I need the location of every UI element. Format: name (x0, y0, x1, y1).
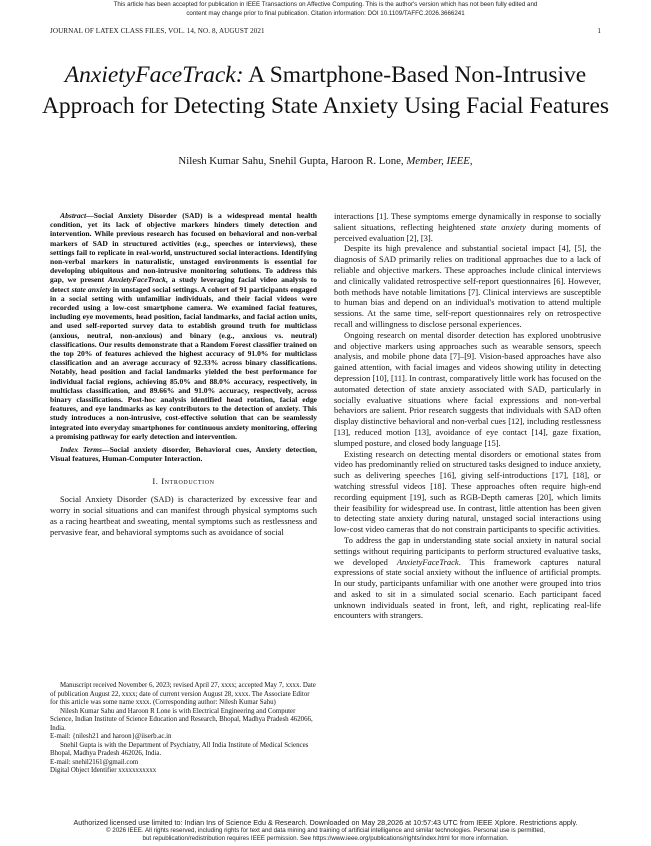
running-head (50, 27, 601, 35)
author-membership: Member, IEEE, (406, 155, 473, 167)
index-terms (50, 445, 317, 463)
author-names: Nilesh Kumar Sahu, Snehil Gupta, Haroon R. Lone, (178, 155, 404, 167)
intro-paragraph-5 (334, 535, 601, 621)
intro-paragraph-3: Ongoing research on mental disorder detection has explored unobtrusive and objective markers using approaches such as wearable sensors, speech analysis, and mobile phone data [7]–[9]. Vision-based approaches have also gained attention, with facial images and videos showing utility in detecting depression [10], [11]. In contrast, comparatively little work has focused on the automated detection of state anxiety associated with SAD, particularly in socially evaluative situations where facial expressions and non-verbal behaviors are salient. Prior research suggests that individuals with SAD often display distinctive behavioral and non-verbal cues [12], including restlessness [13], reduced motion [13], avoidance of eye contact [14], gaze fixation, slumped posture, and closed body language [15]. (334, 329, 601, 448)
footer-line-3: but republication/redistribution requires IEEE permission. See https://www.ieee.org/publications/rights/index.html for more information. (142, 835, 509, 842)
abstract (50, 211, 317, 441)
author-list (30, 155, 621, 167)
abstract-text-2: , a study leveraging facial video analysis to detect (50, 275, 317, 294)
publication-banner (0, 0, 651, 18)
index-terms-text: —Social anxiety disorder, Behavioral cues, Anxiety detection, Visual features, Human-Computer Interaction. (50, 445, 318, 464)
journal-name: JOURNAL OF LATEX CLASS FILES, VOL. 14, NO. 8, AUGUST 2021 (50, 27, 265, 35)
footer-line-2: © 2026 IEEE. All rights reserved, including rights for text and data mining and training of artificial intelligence and similar technologies. Personal use is permitted, (106, 827, 545, 834)
abstract-text-3: in unstaged social settings. A cohort of 91 participants engaged in a social setting with unfamiliar individuals, and their facial videos were recorded using a low-cost smartphone camera. We examined facial features, including eye movements, head position, facial landmarks, and facial action units, and used self-reported survey data to establish ground truth for multiclass (anxious, neutral, non-anxious) and binary (e.g., anxious vs. neutral) classifications. Our results demonstrate that a Random Forest classifier trained on the top 20% of features achieved the highest accuracy of 91.0% for multiclass classification and an average accuracy of 92.33% across binary classifications. Notably, head position and facial landmarks yielded the best performance for individual facial regions, achieving 85.0% and 88.0% accuracy, respectively, in multiclass classification, and 89.66% and 91.0% accuracy, respectively, across binary classifications. Post-hoc analysis identified head rotation, facial edge features, and eye landmarks as key contributors to the detection of anxiety. This study introduces a non-intrusive, cost-effective solution that can be seamlessly integrated into everyday smartphones for continuous anxiety monitoring, offering a promising pathway for early detection and intervention. (50, 284, 317, 441)
footnote-email-2: E-mail: snehil2161@gmail.com (50, 758, 139, 766)
title-italic: AnxietyFaceTrack: (64, 62, 244, 88)
intro-paragraph-4: Existing research on detecting mental disorders or emotional states from video has predominantly relied on structured tasks designed to induce anxiety, such as delivering speeches [16], giving self-introductions [17], [18], or watching stressful videos [18]. These approaches often require high-end recording equipment [19], such as RGB-Depth cameras [20], which limits their feasibility for widespread use. In contrast, little attention has been given to detecting state anxiety during natural, unstaged social interactions using low-cost video cameras that do not constrain participants to specific activities. (334, 448, 601, 535)
banner-line-1: This article has been accepted for publication in IEEE Transactions on Affective Computing. This is the author's version which has not been fully edited and (113, 1, 538, 8)
footnote-email-1: E-mail: {nilesh21 and haroon}@iiserb.ac.in (50, 733, 172, 740)
footnotes (50, 682, 317, 776)
intro-p5-text-2: . This framework captures natural expressions of state social anxiety without the influence of artificial prompts. In our study, participants unfamiliar with one another were grouped into trios and asked to sit in a simulated social scenario. Each participant faced unknown individuals seated in front, left, and right, replicating real-life encounters with strangers. (334, 556, 602, 621)
intro-paragraph-1: Social Anxiety Disorder (SAD) is characterized by excessive fear and worry in social situations and can manifest through physical symptoms such as a racing heartbeat and sweating, mental symptoms such as restlessness and pervasive fear, and behavioral symptoms such as avoidance of social (50, 494, 317, 537)
intro-p5-italic: AnxietyFaceTrack (396, 556, 459, 567)
right-column (334, 211, 601, 621)
left-column (50, 211, 317, 537)
intro-cont-text-2: during moments of perceived evaluation [2], [3]. (334, 221, 601, 243)
section-heading-introduction: I. Introduction (152, 476, 215, 487)
intro-paragraph-2: Despite its high prevalence and substantial societal impact [4], [5], the diagnosis of SAD primarily relies on traditional approaches due to a lack of reliable and objective markers. These approaches include clinical interviews and clinically validated retrospective self-report questionnaires [6]. However, both methods have notable limitations [7]. Clinical interviews are susceptible to human bias and depend on an individual's motivation to attend multiple sessions. At the same time, self-report questionnaires rely on retrospective recall and willingness to disclose personal experiences. (334, 243, 601, 329)
abstract-text-1: —Social Anxiety Disorder (SAD) is a widespread mental health condition, yet its lack of objective markers hinders timely detection and intervention. While previous research has focused on behavioral and non-verbal markers of SAD in structured activities (e.g., speeches or interviews), these settings fail to replicate in real-world, unstructured social interactions. Identifying non-verbal markers in naturalistic, unstaged environments is essential for developing ubiquitous and non-intrusive monitoring solutions. To address this gap, we present (50, 211, 317, 285)
banner-line-2: content may change prior to final publication. Citation information: DOI 10.1109/TAFFC.2026.3666241 (186, 10, 465, 17)
footnote-affiliation-1: Nilesh Kumar Sahu and Haroon R Lone is with Electrical Engineering and Computer Science, Indian Institute of Science Education and Research, Bhopal, Madhya Pradesh 462066, India. (50, 707, 313, 732)
abstract-lead: Abstract (60, 211, 87, 220)
intro-p5-text-1: To address the gap in understanding state social anxiety in natural social settings without requiring participants to perform structured evaluative tasks, we developed (334, 534, 601, 567)
license-footer (0, 819, 651, 843)
intro-cont-italic: state anxiety (480, 221, 526, 232)
paper-title (30, 60, 621, 122)
intro-paragraph-continued (334, 211, 601, 243)
footnote-manuscript: Manuscript received November 6, 2023; revised April 27, xxxx; accepted May 7, xxxx. Date of publication August 22, xxxx; date of current version August 28, xxxx. The Associate Editor for this article was some name xxxx. (Corresponding author: Nilesh Kumar Sahu) (50, 682, 316, 706)
index-terms-lead: Index Terms (60, 445, 102, 455)
title-rest: A Smartphone-Based Non-Intrusive Approach for Detecting State Anxiety Using Facial Features (41, 62, 610, 119)
footer-line-1: Authorized licensed use limited to: Indian Ins of Science Edu & Research. Downloaded on May 28,2026 at 10:57:43 UTC from IEEE Xplore. Restrictions apply. (73, 818, 578, 827)
intro-cont-text-1: interactions [1]. These symptoms emerge dynamically in response to socially salient situations, reflecting heightened (334, 211, 601, 232)
abstract-italic-1: AnxietyFaceTrack (107, 275, 166, 285)
abstract-italic-2: state anxiety (71, 284, 111, 294)
page-number: 1 (597, 27, 601, 35)
footnote-affiliation-2: Snehil Gupta is with the Department of Psychiatry, All India Institute of Medical Sciences Bhopal, Madhya Pradesh 462026, India. (50, 741, 309, 757)
footnote-doi: Digital Object Identifier xxxxxxxxxxx (50, 767, 157, 774)
